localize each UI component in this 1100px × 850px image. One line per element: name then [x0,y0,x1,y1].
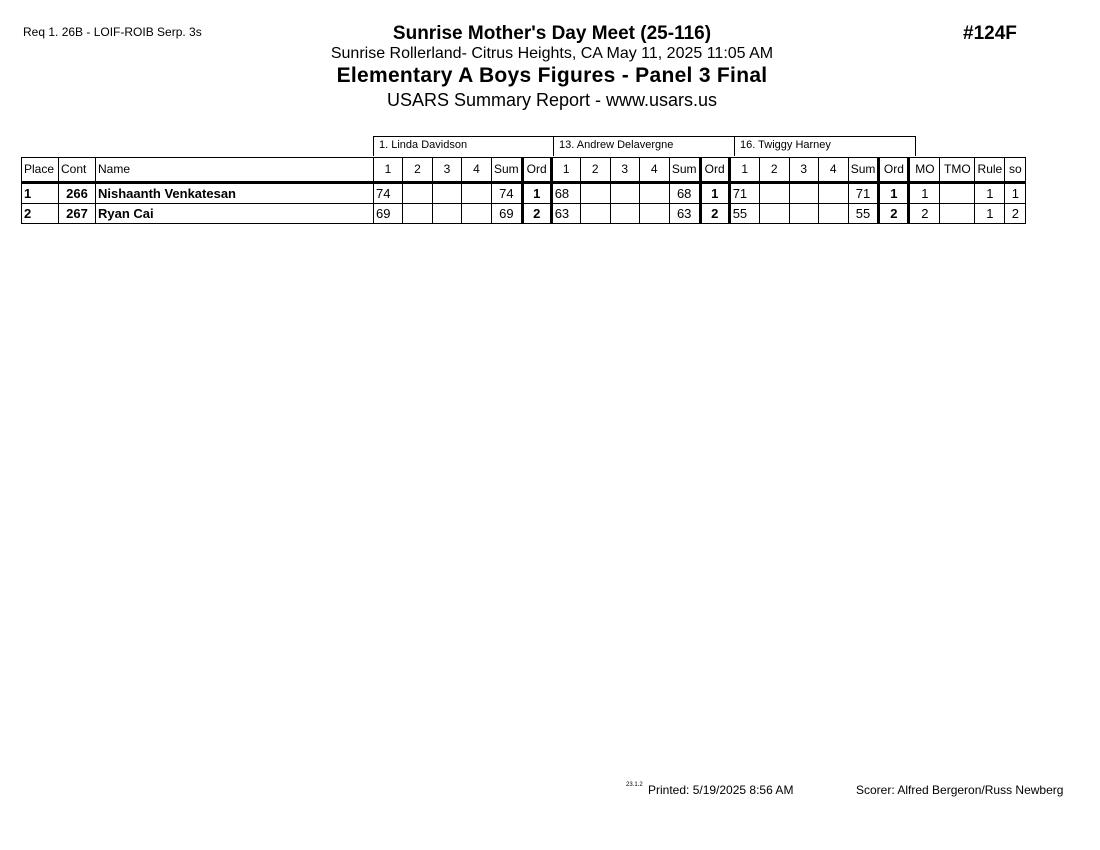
j3-sum-cell: 55 [848,204,879,224]
col-rule: Rule [975,158,1005,183]
col-j2-s1: 1 [551,158,580,183]
col-place: Place [22,158,59,183]
col-mo: MO [909,158,940,183]
mo-cell: 1 [909,183,940,204]
j3-s1-cell: 55 [729,204,759,224]
j2-s3-cell [610,183,639,204]
col-j1-s2: 2 [403,158,433,183]
col-j3-s3: 3 [789,158,818,183]
scorer-names: Scorer: Alfred Bergeron/Russ Newberg [856,783,1064,797]
table-row [22,183,1026,204]
j1-s3-cell [433,204,462,224]
j2-s1-cell: 63 [551,204,580,224]
j1-s2-cell [403,183,433,204]
col-j2-s3: 3 [610,158,639,183]
j1-ord-cell: 2 [522,204,551,224]
j1-s3-cell [433,183,462,204]
j3-s3-cell [789,204,818,224]
j3-s1-cell: 71 [729,183,759,204]
report-title: USARS Summary Report - www.usars.us [386,90,718,110]
j1-s4-cell [462,183,492,204]
j2-s2-cell [580,183,610,204]
printed-timestamp: Printed: 5/19/2025 8:56 AM [648,783,794,797]
table-row [22,204,1026,224]
so-cell: 2 [1005,204,1026,224]
mo-cell: 2 [909,204,940,224]
col-j2-s2: 2 [580,158,610,183]
j2-s4-cell [639,183,669,204]
j3-ord-cell: 1 [879,183,909,204]
tmo-cell [940,183,975,204]
j3-s4-cell [818,204,848,224]
judge-header-1: 1. Linda Davidson [373,136,554,156]
j2-s3-cell [610,204,639,224]
col-tmo: TMO [940,158,975,183]
col-j2-ord: Ord [700,158,729,183]
col-j1-sum: Sum [492,158,523,183]
col-j3-s2: 2 [759,158,789,183]
skater-name-cell: Ryan Cai [96,204,374,224]
tmo-cell [940,204,975,224]
place-cell: 2 [22,204,59,224]
j3-sum-cell: 71 [848,183,879,204]
col-j1-s3: 3 [433,158,462,183]
j3-s4-cell [818,183,848,204]
table-header-row [22,158,1026,183]
j1-sum-cell: 69 [492,204,523,224]
col-j1-s1: 1 [374,158,403,183]
col-j1-ord: Ord [522,158,551,183]
j1-sum-cell: 74 [492,183,523,204]
col-j3-s1: 1 [729,158,759,183]
j1-s1-cell: 69 [374,204,403,224]
col-j2-s4: 4 [639,158,669,183]
col-j3-s4: 4 [818,158,848,183]
j2-s2-cell [580,204,610,224]
j2-s4-cell [639,204,669,224]
cont-cell: 266 [59,183,96,204]
col-so: so [1005,158,1026,183]
j2-s1-cell: 68 [551,183,580,204]
j3-s3-cell [789,183,818,204]
col-j1-s4: 4 [462,158,492,183]
so-cell: 1 [1005,183,1026,204]
request-label: Req 1. 26B - LOIF-ROIB Serp. 3s [23,25,202,39]
venue-line: Sunrise Rollerland- Citrus Heights, CA May 11, 2025 11:05 AM [330,45,774,62]
j3-s2-cell [759,183,789,204]
j2-sum-cell: 63 [669,204,700,224]
skater-name-cell: Nishaanth Venkatesan [96,183,374,204]
j2-ord-cell: 2 [700,204,729,224]
place-cell: 1 [22,183,59,204]
col-cont: Cont [59,158,96,183]
j1-s1-cell: 74 [374,183,403,204]
event-title: Elementary A Boys Figures - Panel 3 Final [336,64,768,87]
cont-cell: 267 [59,204,96,224]
results-table [21,157,1026,224]
judge-header-2: 13. Andrew Delavergne [553,136,735,156]
col-j3-ord: Ord [879,158,909,183]
judge-header-3: 16. Twiggy Harney [734,136,916,156]
j1-ord-cell: 1 [522,183,551,204]
rule-cell: 1 [975,183,1005,204]
col-j3-sum: Sum [848,158,879,183]
j2-sum-cell: 68 [669,183,700,204]
footer-code: 23.1.2 [626,782,643,788]
j3-s2-cell [759,204,789,224]
col-name: Name [96,158,374,183]
j1-s4-cell [462,204,492,224]
j2-ord-cell: 1 [700,183,729,204]
event-number: #124F [963,23,1017,44]
col-j2-sum: Sum [669,158,700,183]
rule-cell: 1 [975,204,1005,224]
j1-s2-cell [403,204,433,224]
meet-title: Sunrise Mother's Day Meet (25-116) [392,23,712,44]
j3-ord-cell: 2 [879,204,909,224]
